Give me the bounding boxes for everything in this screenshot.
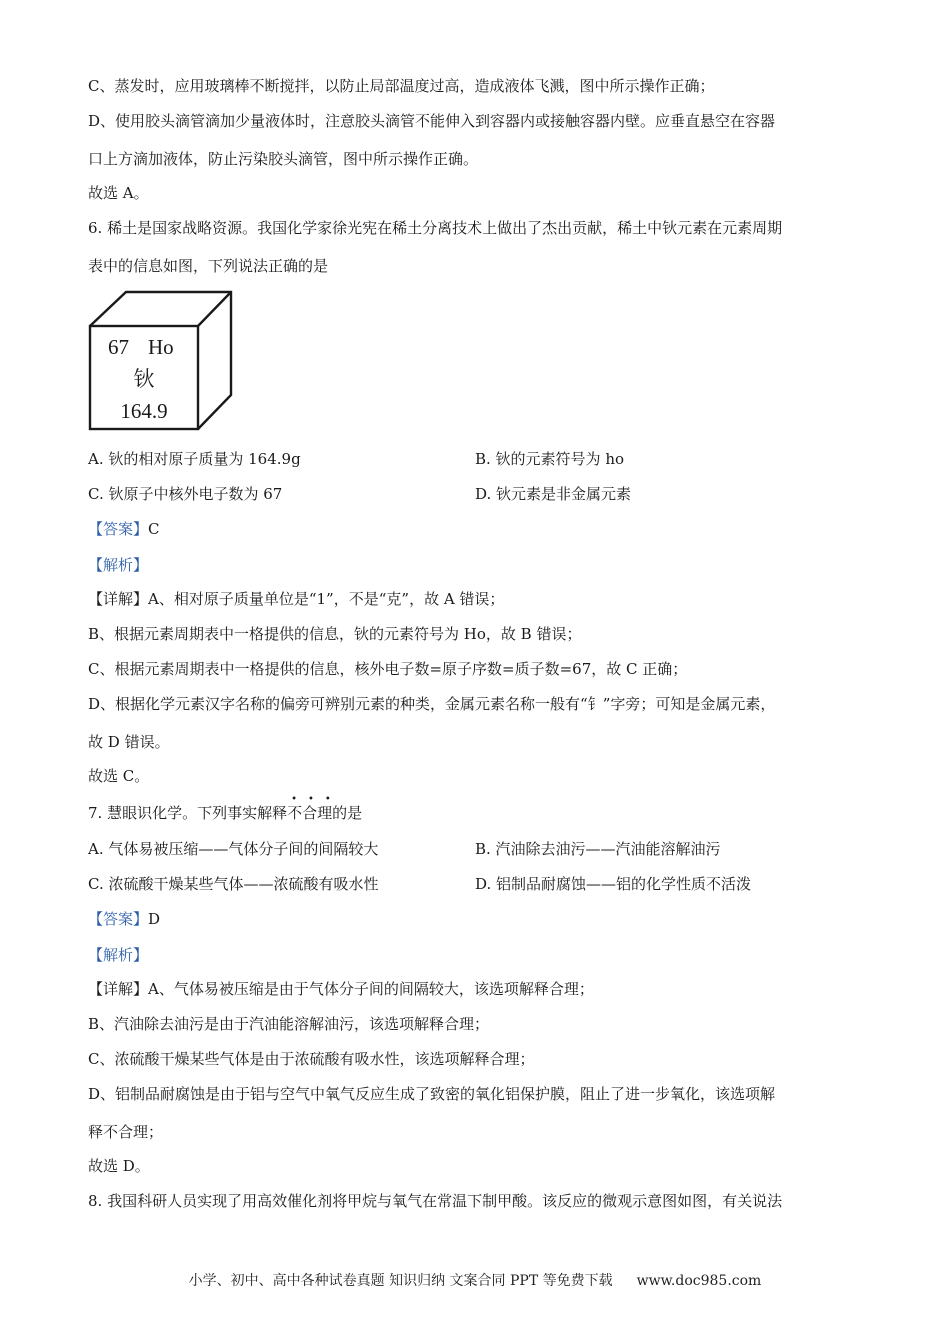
stem-text: 7. 慧眼识化学。下列事实解释 — [88, 804, 288, 822]
footer-url: www.doc985.com — [636, 1273, 762, 1289]
option-a: A. 钬的相对原子质量为 164.9g — [88, 450, 301, 468]
answer-value: C — [148, 520, 160, 538]
answer-value: D — [148, 910, 161, 928]
emphasis-text — [287, 794, 342, 822]
detail-text: A、相对原子质量单位是“1”，不是“克”，故 A 错误； — [148, 590, 505, 608]
text-line: B、汽油除去油污是由于汽油能溶解油污，该选项解释合理； — [88, 1015, 490, 1033]
text-line: D、铝制品耐腐蚀是由于铝与空气中氧气反应生成了致密的氧化铝保护膜，阻止了进一步氧化，该选项解 — [88, 1085, 776, 1103]
text-line: C、浓硫酸干燥某些气体是由于浓硫酸有吸水性，该选项解释合理； — [88, 1050, 535, 1068]
question-6-stem-cont: 表中的信息如图，下列说法正确的是 — [88, 257, 329, 275]
text-line: 释不合理； — [88, 1123, 164, 1141]
analysis-tag: 【解析】 — [88, 556, 149, 574]
emphasis-word: 不合理 — [287, 804, 333, 822]
text-line: D、根据化学元素汉字名称的偏旁可辨别元素的种类，金属元素名称一般有“钅”字旁；可知是金属元素， — [88, 695, 776, 713]
option-d: D. 钬元素是非金属元素 — [475, 485, 632, 503]
option-d: D. 铝制品耐腐蚀——铝的化学性质不活泼 — [475, 875, 752, 893]
text-line: 故 D 错误。 — [88, 733, 170, 751]
text-line: C、蒸发时，应用玻璃棒不断搅拌，以防止局部温度过高，造成液体飞溅，图中所示操作正确； — [88, 77, 715, 95]
text-line: D、使用胶头滴管滴加少量液体时，注意胶头滴管不能伸入到容器内或接触容器内壁。应垂直悬空在容器 — [88, 112, 776, 130]
footer-text: 小学、初中、高中各种试卷真题 知识归纳 文案合同 PPT 等免费下载 — [188, 1273, 613, 1289]
option-b: B. 钬的元素符号为 ho — [475, 450, 625, 468]
option-b: B. 汽油除去油污——汽油能溶解油污 — [475, 840, 721, 858]
text-line: 口上方滴加液体，防止污染胶头滴管，图中所示操作正确。 — [88, 150, 479, 168]
page-footer — [0, 1270, 950, 1290]
emphasis-dots: ••• — [291, 794, 342, 805]
answer-line — [88, 519, 160, 539]
option-c: C. 浓硫酸干燥某些气体——浓硫酸有吸水性 — [88, 875, 379, 893]
stem-text: 的是 — [332, 804, 363, 822]
text-line: B、根据元素周期表中一格提供的信息，钬的元素符号为 Ho，故 B 错误； — [88, 625, 582, 643]
detail-line — [88, 589, 504, 609]
detail-text: A、气体易被压缩是由于气体分子间的间隔较大，该选项解释合理； — [148, 980, 594, 998]
question-7-stem — [88, 794, 363, 823]
detail-line — [88, 979, 594, 999]
answer-line — [88, 909, 160, 929]
element-cell-figure — [88, 290, 234, 432]
text-line: C、根据元素周期表中一格提供的信息，核外电子数=原子序数=质子数=67，故 C 正确； — [88, 660, 688, 678]
text-line: 故选 A。 — [88, 184, 149, 202]
analysis-tag: 【解析】 — [88, 946, 149, 964]
question-8-stem: 8. 我国科研人员实现了用高效催化剂将甲烷与氧气在常温下制甲酸。该反应的微观示意图如图，有关说法 — [88, 1192, 783, 1210]
option-c: C. 钬原子中核外电子数为 67 — [88, 485, 283, 503]
answer-tag: 【答案】 — [88, 520, 149, 538]
element-name: 钬 — [133, 367, 155, 391]
detail-tag: 【详解】 — [88, 980, 149, 998]
element-symbol: Ho — [148, 335, 174, 359]
element-mass: 164.9 — [120, 399, 168, 423]
option-a: A. 气体易被压缩——气体分子间的间隔较大 — [88, 840, 379, 858]
answer-tag: 【答案】 — [88, 910, 149, 928]
question-6-stem: 6. 稀土是国家战略资源。我国化学家徐光宪在稀土分离技术上做出了杰出贡献，稀土中钬元素在元素周期 — [88, 219, 783, 237]
text-line: 故选 C。 — [88, 767, 150, 785]
detail-tag: 【详解】 — [88, 590, 149, 608]
element-number: 67 — [108, 335, 129, 359]
text-line: 故选 D。 — [88, 1157, 150, 1175]
